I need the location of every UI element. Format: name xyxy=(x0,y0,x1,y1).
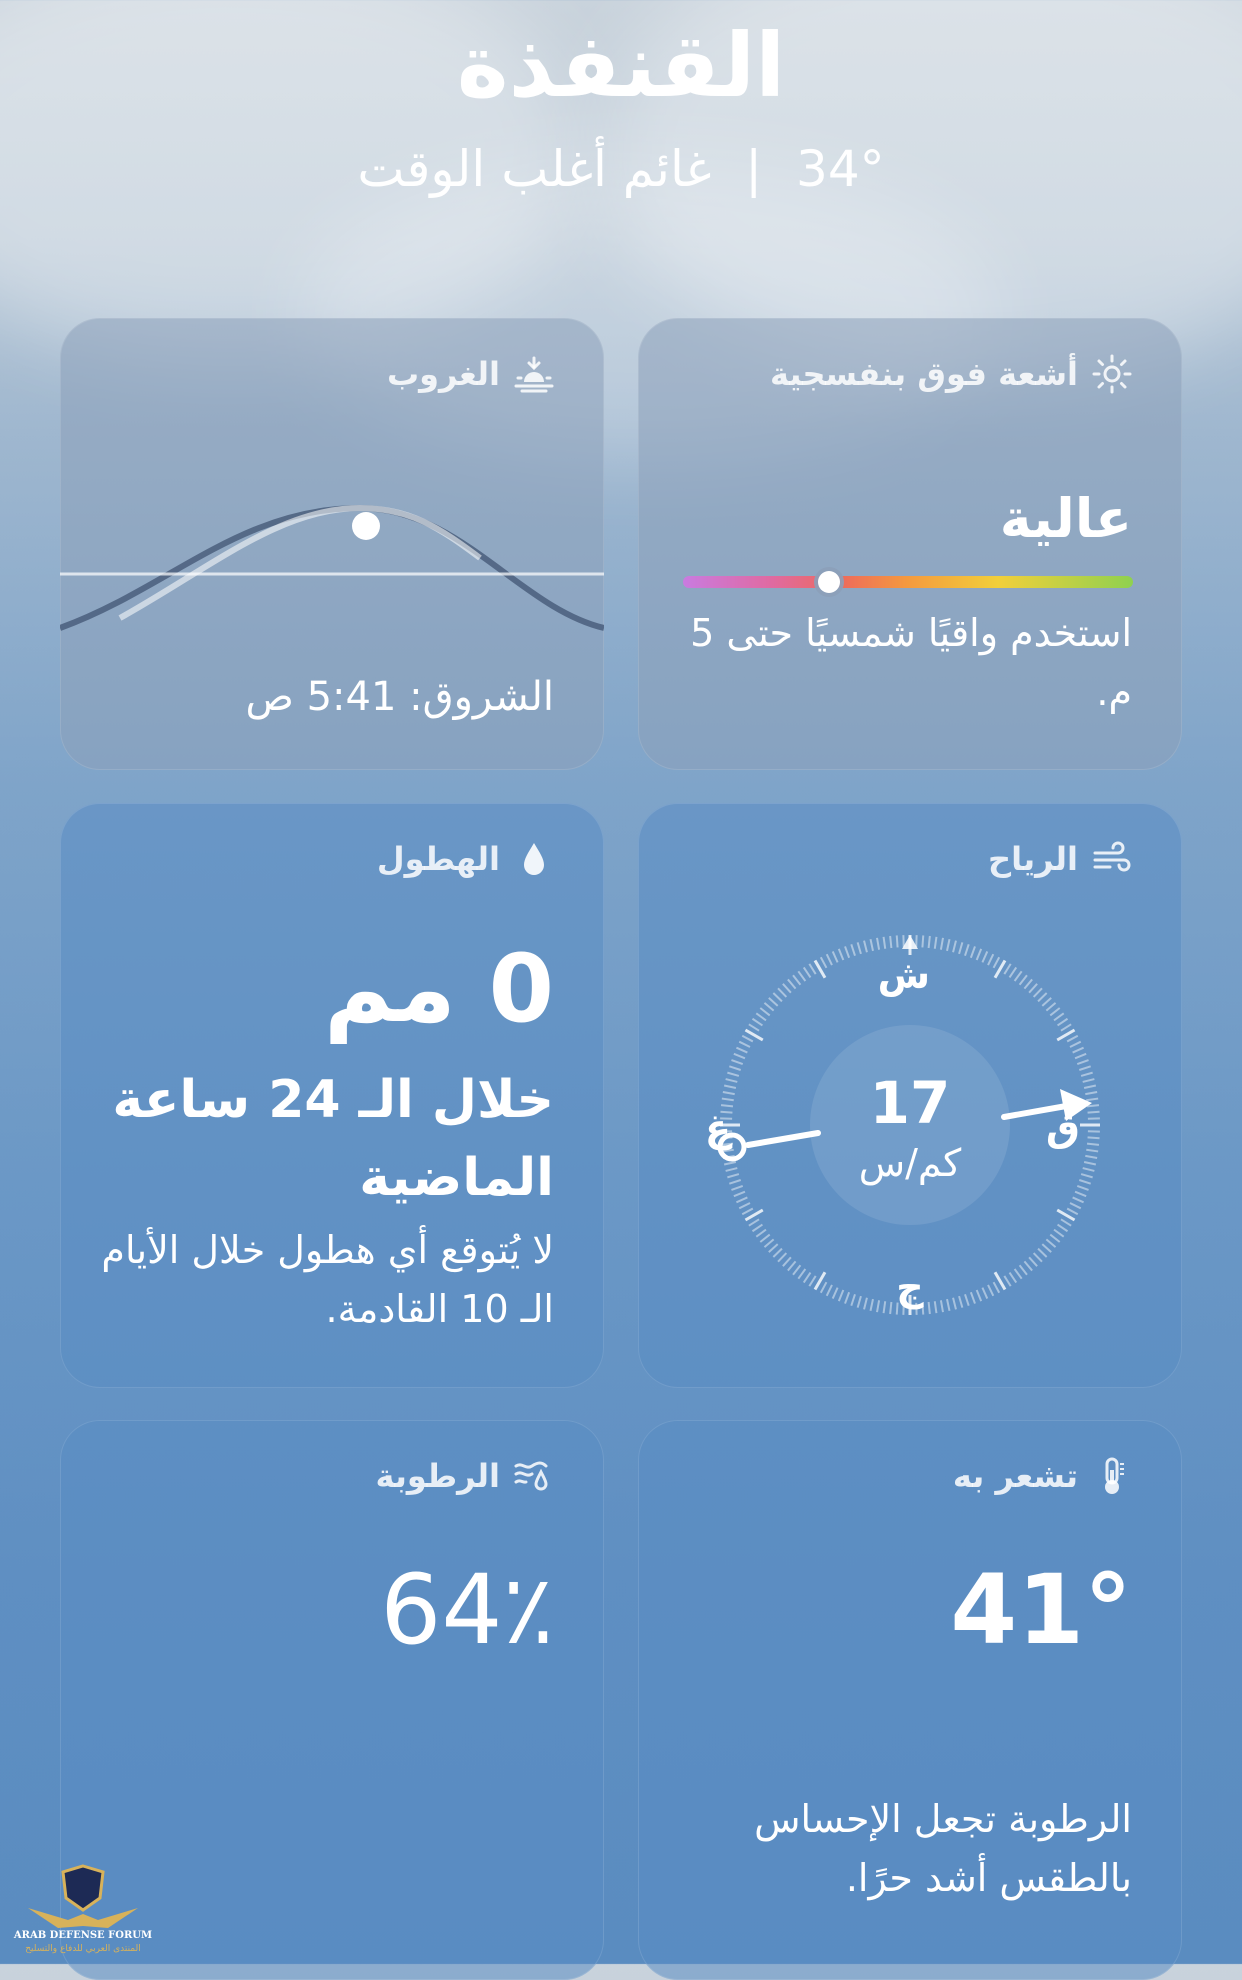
compass-east-label: ق xyxy=(1043,1106,1083,1150)
compass-tick xyxy=(778,988,786,997)
compass-tick xyxy=(845,1292,849,1303)
compass-tick xyxy=(988,954,993,965)
compass-tick xyxy=(1081,1073,1093,1076)
compass-tick xyxy=(971,946,975,957)
compass-tick xyxy=(731,1060,742,1064)
compass-tick xyxy=(1042,1244,1051,1252)
compass-tick xyxy=(1050,1235,1059,1242)
compass-tick xyxy=(965,944,969,955)
compass-tick xyxy=(731,1186,742,1190)
feels-like-value: 41° xyxy=(950,1562,1132,1658)
compass-tick xyxy=(1083,1168,1095,1171)
compass-tick xyxy=(977,949,981,960)
compass-tick xyxy=(884,937,886,949)
uv-indicator-dot xyxy=(818,571,840,593)
compass-tick xyxy=(793,975,800,984)
compass-tick xyxy=(1015,1269,1022,1279)
compass-tick xyxy=(851,1294,855,1305)
compass-tick xyxy=(742,1209,753,1215)
compass-tick xyxy=(752,1019,762,1026)
compass-tick xyxy=(736,1048,747,1053)
compass-tick xyxy=(833,1288,838,1299)
feels-like-note: الرطوبة تجعل الإحساس بالطقس أشد حرًا. xyxy=(678,1790,1132,1908)
summary-separator: | xyxy=(745,140,762,198)
compass-tick xyxy=(833,951,838,962)
compass-tick xyxy=(769,998,778,1006)
wind-arrow-tail xyxy=(748,1133,818,1145)
compass-tick xyxy=(760,1008,769,1015)
compass-tick xyxy=(1058,1225,1068,1232)
compass-tick xyxy=(870,939,872,951)
compass-tick xyxy=(827,1285,832,1296)
compass-tick xyxy=(1029,984,1037,993)
compass-tick xyxy=(965,1294,969,1305)
compass-tick xyxy=(778,1253,786,1262)
compass-tick xyxy=(821,957,827,968)
compass-tick xyxy=(724,1085,736,1087)
humidity-value: 64٪ xyxy=(380,1562,554,1658)
compass-tick xyxy=(742,1036,753,1042)
compass-tick xyxy=(727,1174,739,1177)
sunrise-time: الشروق: 5:41 ص xyxy=(100,666,554,728)
compass-tick xyxy=(947,1299,949,1311)
compass-tick xyxy=(764,1003,773,1011)
uv-scale-bar xyxy=(683,576,1133,588)
compass-tick xyxy=(1085,1156,1097,1158)
thermometer-icon xyxy=(1092,1456,1132,1496)
precipitation-amount: 0 مم xyxy=(324,943,554,1037)
uv-advice: استخدم واقيًا شمسيًا حتى 5 م. xyxy=(678,604,1132,722)
compass-tick xyxy=(1054,1230,1064,1237)
compass-tick xyxy=(929,936,930,948)
compass-tick xyxy=(1081,1174,1093,1177)
arab-defense-forum-logo xyxy=(8,1858,158,1958)
compass-west-label: غ xyxy=(698,1106,738,1150)
compass-tick xyxy=(1086,1099,1098,1101)
sun-path-chart xyxy=(60,428,604,668)
current-condition: غائم أغلب الوقت xyxy=(357,140,711,198)
compass-tick xyxy=(1073,1197,1084,1202)
sunset-title-label: الغروب xyxy=(387,355,500,393)
compass-tick xyxy=(1024,979,1032,988)
compass-tick xyxy=(760,1235,769,1242)
compass-tick xyxy=(1073,1048,1084,1053)
compass-tick xyxy=(756,1230,766,1237)
compass-south-label: ج xyxy=(890,1265,930,1309)
compass-tick xyxy=(734,1054,745,1058)
compass-tick xyxy=(1061,1219,1071,1225)
compass-tick xyxy=(804,967,811,977)
compass-tick xyxy=(722,1099,734,1101)
compass-tick xyxy=(1034,1253,1042,1262)
compass-tick xyxy=(752,1225,762,1232)
uv-card-title xyxy=(770,354,1132,394)
compass-tick xyxy=(1077,1186,1088,1190)
compass-tick xyxy=(877,938,879,950)
compass-tick xyxy=(994,957,1000,968)
compass-tick xyxy=(858,1296,861,1308)
city-name: القنفذة xyxy=(0,14,1242,117)
sun-position-dot xyxy=(352,512,380,540)
compass-tick xyxy=(798,971,805,981)
compass-tick xyxy=(982,1288,987,1299)
compass-tick xyxy=(870,1299,872,1311)
compass-tick xyxy=(1010,967,1017,977)
precipitation-card-title xyxy=(377,839,554,879)
compass-tick xyxy=(1067,1209,1078,1215)
compass-tick xyxy=(994,1282,1000,1293)
compass-tick xyxy=(839,1290,843,1301)
compass-tick xyxy=(1054,1013,1064,1020)
humidity-title-label: الرطوبة xyxy=(375,1457,500,1495)
compass-tick xyxy=(1087,1105,1099,1106)
compass-tick xyxy=(941,938,943,950)
compass-tick xyxy=(749,1219,759,1225)
sunset-card[interactable] xyxy=(60,318,604,770)
compass-tick xyxy=(858,942,861,954)
compass-tick xyxy=(1042,998,1051,1006)
compass-tick xyxy=(1015,971,1022,981)
wind-icon xyxy=(1092,839,1132,879)
compass-tick xyxy=(1086,1150,1098,1152)
compass-tick xyxy=(1087,1144,1099,1145)
compass-tick xyxy=(729,1180,740,1184)
compass-tick xyxy=(897,935,898,947)
precipitation-forecast: لا يُتوقع أي هطول خلال الأيام الـ 10 القادمة. xyxy=(100,1221,554,1339)
compass-tick xyxy=(809,964,815,974)
compass-tick xyxy=(1067,1036,1078,1042)
watermark-line1: ARAB DEFENSE FORUM xyxy=(8,1930,158,1941)
compass-tick xyxy=(1088,1112,1100,1113)
wind-title-label: الرياح xyxy=(988,840,1078,878)
compass-tick xyxy=(959,942,962,954)
compass-tick xyxy=(877,1300,879,1312)
sunset-card-title xyxy=(387,354,554,394)
wind-card-title xyxy=(988,839,1132,879)
compass-tick xyxy=(739,1203,750,1208)
compass-tick xyxy=(729,1066,740,1070)
compass-tick xyxy=(726,1079,738,1082)
compass-tick xyxy=(953,941,956,953)
wind-card[interactable] xyxy=(638,803,1182,1388)
compass-tick xyxy=(821,1282,827,1293)
compass-tick xyxy=(1075,1192,1086,1196)
compass-tick xyxy=(1085,1092,1097,1094)
compass-tick xyxy=(1038,1249,1047,1257)
feels-like-card-title xyxy=(953,1456,1132,1496)
compass-tick xyxy=(1004,964,1010,974)
compass-tick xyxy=(1061,1024,1071,1030)
uv-level: عالية xyxy=(1000,484,1132,554)
current-temperature: 34° xyxy=(796,140,885,198)
compass-tick xyxy=(798,1269,805,1279)
compass-tick xyxy=(953,1298,956,1310)
precipitation-period: خلال الـ 24 ساعة الماضية xyxy=(100,1061,554,1217)
compass-tick xyxy=(922,935,923,947)
uv-title-label: أشعة فوق بنفسجية xyxy=(770,355,1078,393)
compass-tick xyxy=(769,1244,778,1252)
feels-like-card[interactable] xyxy=(638,1420,1182,1980)
compass-tick xyxy=(793,1265,800,1274)
raindrop-icon xyxy=(514,839,554,879)
compass-tick xyxy=(864,941,867,953)
compass-tick xyxy=(1029,1257,1037,1266)
compass-tick xyxy=(839,949,843,960)
compass-tick xyxy=(1024,1261,1032,1270)
feels-like-title-label: تشعر به xyxy=(953,1457,1078,1495)
compass-tick xyxy=(723,1092,735,1094)
watermark-line2: المنتدى العربي للدفاع والتسليح xyxy=(8,1944,158,1954)
compass-tick xyxy=(1084,1085,1096,1087)
compass-tick xyxy=(1083,1079,1095,1082)
compass-tick xyxy=(1070,1203,1081,1208)
compass-tick xyxy=(1020,1265,1027,1274)
sunset-icon xyxy=(514,354,554,394)
current-summary xyxy=(0,140,1242,198)
compass-tick xyxy=(1079,1180,1090,1184)
compass-tick xyxy=(764,1239,773,1247)
compass-tick xyxy=(935,1301,937,1313)
compass-tick xyxy=(971,1292,975,1303)
compass-tick xyxy=(890,936,891,948)
wind-speed: 17 xyxy=(810,1069,1010,1137)
compass-tick xyxy=(1077,1060,1088,1064)
compass-tick xyxy=(726,1168,738,1171)
compass-tick xyxy=(988,1285,993,1296)
compass-tick xyxy=(1084,1162,1096,1164)
compass-tick xyxy=(1075,1054,1086,1058)
compass-tick xyxy=(1050,1008,1059,1015)
compass-tick xyxy=(1046,1239,1055,1247)
wind-speed-unit: كم/س xyxy=(810,1141,1010,1185)
compass-tick xyxy=(1070,1042,1081,1047)
precipitation-title-label: الهطول xyxy=(377,840,500,878)
compass-tick xyxy=(734,1192,745,1196)
compass-tick xyxy=(739,1042,750,1047)
compass-tick xyxy=(1034,988,1042,997)
compass-tick xyxy=(736,1197,747,1202)
uv-card[interactable] xyxy=(638,318,1182,770)
compass-tick xyxy=(1038,993,1047,1001)
compass-tick xyxy=(827,954,832,965)
compass-tick xyxy=(947,939,949,951)
compass-tick xyxy=(941,1300,943,1312)
compass-tick xyxy=(1079,1066,1090,1070)
compass-tick xyxy=(783,984,791,993)
compass-tick xyxy=(935,937,937,949)
compass-north-label: ش xyxy=(890,953,930,997)
compass-tick xyxy=(1058,1019,1068,1026)
compass-tick xyxy=(1020,975,1027,984)
compass-tick xyxy=(773,993,782,1001)
compass-tick xyxy=(1010,1273,1017,1283)
compass-tick xyxy=(864,1298,867,1310)
compass-tick xyxy=(1046,1003,1055,1011)
forum-emblem-icon xyxy=(8,1858,158,1958)
compass-tick xyxy=(783,1257,791,1266)
compass-tick xyxy=(773,1249,782,1257)
compass-tick xyxy=(809,1276,815,1286)
compass-tick xyxy=(1004,1276,1010,1286)
compass-tick xyxy=(884,1301,886,1313)
humidity-card-title xyxy=(375,1456,554,1496)
compass-tick xyxy=(724,1162,736,1164)
compass-tick xyxy=(959,1296,962,1308)
compass-tick xyxy=(788,1261,796,1270)
precipitation-card[interactable] xyxy=(60,803,604,1388)
compass-tick xyxy=(722,1150,734,1152)
humidity-icon xyxy=(514,1456,554,1496)
compass-tick xyxy=(851,944,855,955)
compass-tick xyxy=(845,946,849,957)
compass-tick xyxy=(788,979,796,988)
compass-tick xyxy=(727,1073,739,1076)
compass-tick xyxy=(804,1273,811,1283)
sun-icon xyxy=(1092,354,1132,394)
compass-tick xyxy=(749,1024,759,1030)
compass-tick xyxy=(1088,1137,1100,1138)
compass-tick xyxy=(756,1013,766,1020)
compass-tick xyxy=(982,951,987,962)
compass-tick xyxy=(977,1290,981,1301)
